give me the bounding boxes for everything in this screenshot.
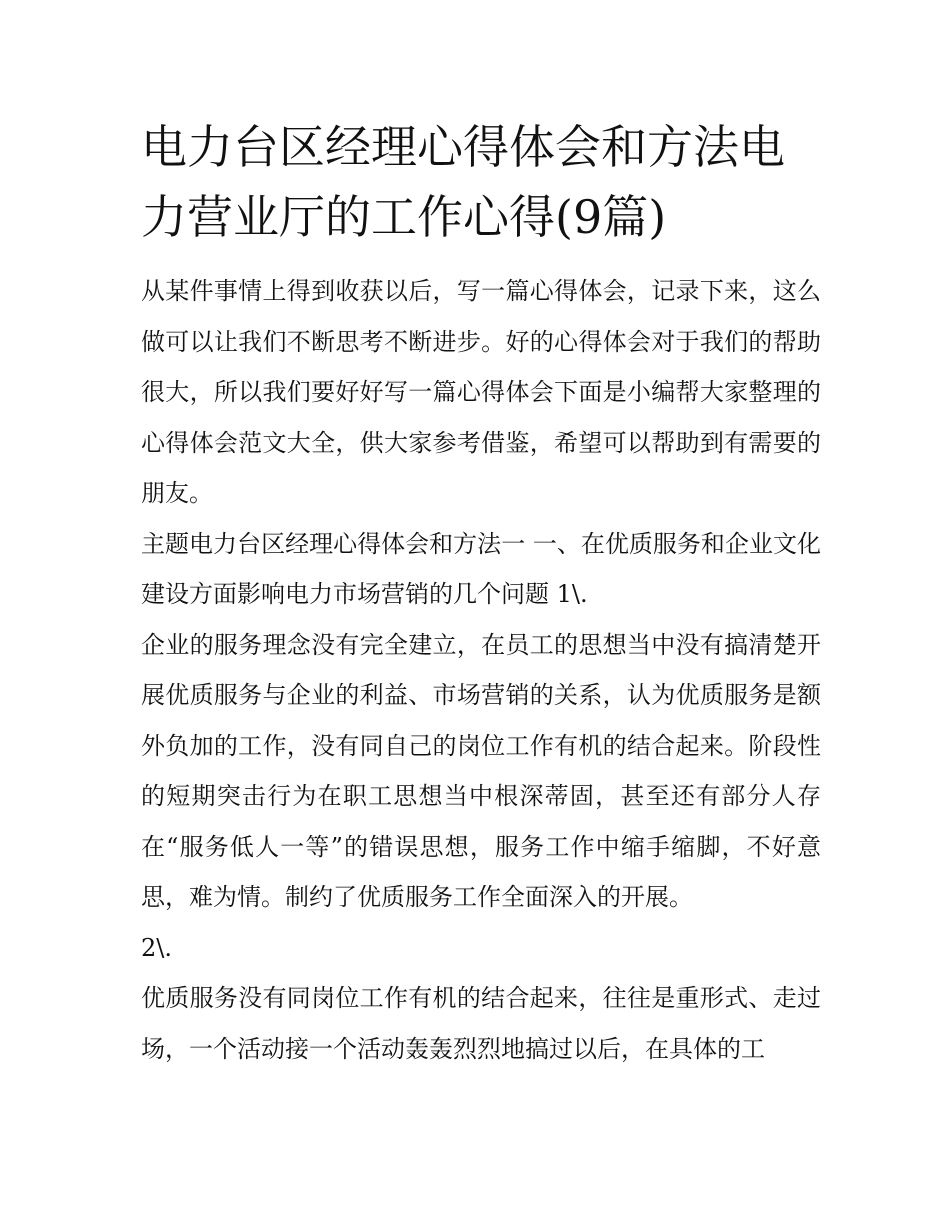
paragraph-intro: 从某件事情上得到收获以后，写一篇心得体会，记录下来，这么做可以让我们不断思考不断进步。好的心得体会对于我们的帮助很大，所以我们要好好写一篇心得体会下面是小编帮大家整理的心得体会范文大全，供大家参考借鉴，希望可以帮助到有需要的朋友。 bbox=[141, 277, 821, 507]
paragraph-number-2: 2\. bbox=[141, 933, 172, 962]
paragraph-topic: 主题电力台区经理心得体会和方法一 一、在优质服务和企业文化建设方面影响电力市场营销的几个问题 1\. bbox=[141, 529, 821, 608]
document-title: 电力台区经理心得体会和方法电力营业厅的工作心得(9篇) bbox=[141, 120, 785, 244]
paragraph-issue-1: 企业的服务理念没有完全建立，在员工的思想当中没有搞清楚开展优质服务与企业的利益、市场营销的关系，认为优质服务是额外负加的工作，没有同自己的岗位工作有机的结合起来。阶段性的短期突击行为在职工思想当中根深蒂固，甚至还有部分人存在“服务低人一等”的错误思想，服务工作中缩手缩脚，不好意思，难为情。制约了优质服务工作全面深入的开展。 bbox=[141, 630, 821, 911]
paragraph-issue-2: 优质服务没有同岗位工作有机的结合起来，往往是重形式、走过场，一个活动接一个活动轰轰烈烈地搞过以后，在具体的工 bbox=[141, 984, 821, 1063]
document-body bbox=[141, 112, 821, 1074]
